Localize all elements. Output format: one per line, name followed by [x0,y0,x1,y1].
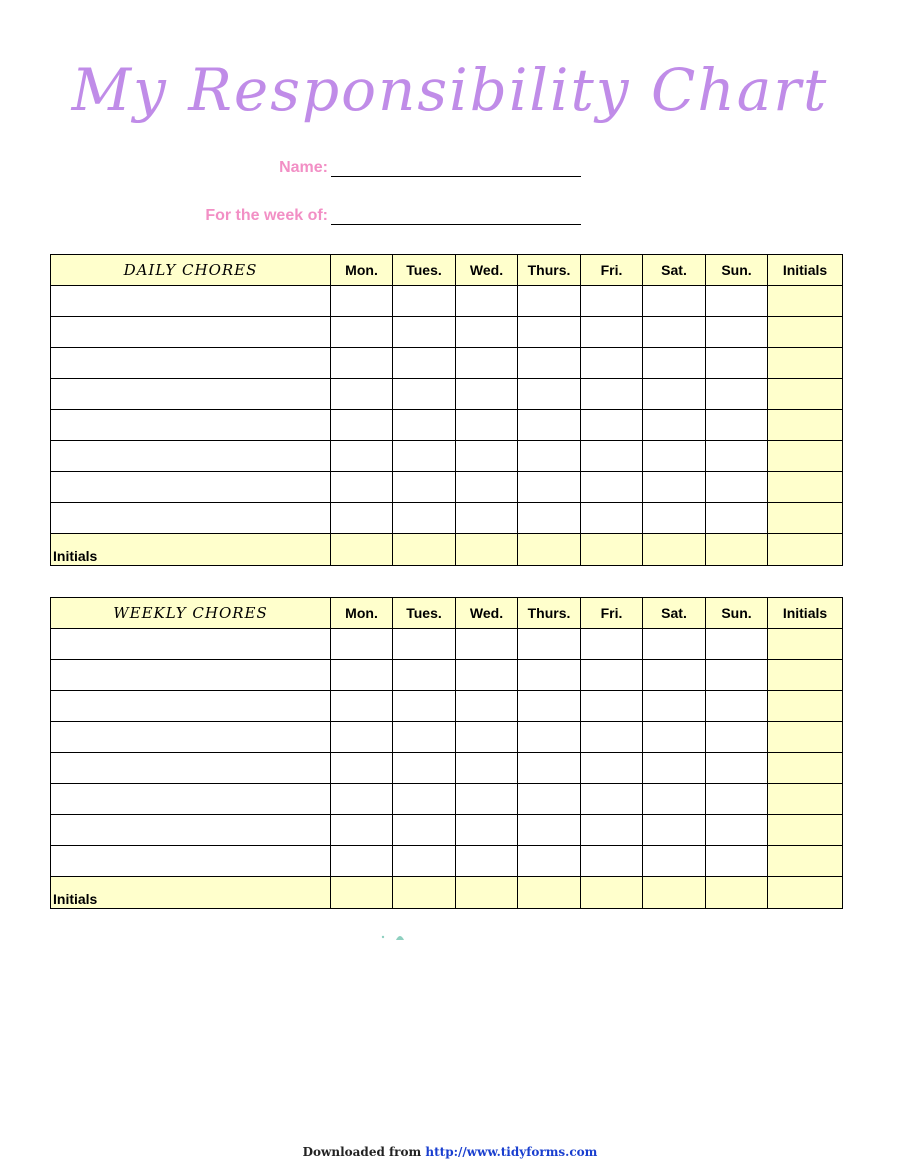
daily-day-cell[interactable] [706,441,768,472]
weekly-chore-cell[interactable] [51,629,331,660]
daily-day-cell[interactable] [581,348,643,379]
daily-header-row [51,255,843,286]
weekly-day-cell[interactable] [643,846,706,877]
weekly-day-cell[interactable] [518,784,581,815]
weekly-day-cell[interactable] [706,753,768,784]
weekly-initials-row-cell[interactable] [393,877,456,909]
weekly-day-cell[interactable] [581,815,643,846]
weekly-day-cell[interactable] [706,722,768,753]
daily-initials-row-cell[interactable] [518,534,581,566]
weekly-chores-heading: WEEKLY CHORES [51,598,331,629]
weekly-chores-table [50,597,843,909]
weekly-day-cell[interactable] [331,722,393,753]
daily-day-cell[interactable] [518,441,581,472]
weekly-col-header: Mon. [331,598,393,629]
weekly-day-cell[interactable] [393,660,456,691]
daily-col-header: Fri. [581,255,643,286]
daily-initials-row-cell[interactable] [393,534,456,566]
daily-day-cell[interactable] [706,410,768,441]
weekly-day-cell[interactable] [518,815,581,846]
daily-day-cell[interactable] [456,472,518,503]
weekly-day-cell[interactable] [331,629,393,660]
weekly-chore-row [51,660,843,691]
daily-day-cell[interactable] [456,441,518,472]
daily-chore-row [51,503,843,534]
weekly-day-cell[interactable] [393,722,456,753]
daily-chore-cell[interactable] [51,410,331,441]
daily-day-cell[interactable] [331,286,393,317]
weekly-day-cell[interactable] [581,753,643,784]
daily-day-cell[interactable] [331,441,393,472]
weekly-initials-cell[interactable] [768,753,843,784]
weekly-day-cell[interactable] [581,691,643,722]
daily-initials-row [51,534,843,566]
daily-day-cell[interactable] [581,503,643,534]
daily-day-cell[interactable] [706,286,768,317]
daily-day-cell[interactable] [643,503,706,534]
daily-col-header: Sat. [643,255,706,286]
daily-chore-row [51,472,843,503]
weekly-day-cell[interactable] [456,753,518,784]
weekly-initials-cell[interactable] [768,660,843,691]
daily-day-cell[interactable] [518,348,581,379]
daily-initials-cell[interactable] [768,410,843,441]
daily-day-cell[interactable] [456,410,518,441]
weekly-chore-cell[interactable] [51,753,331,784]
daily-day-cell[interactable] [393,317,456,348]
weekly-day-cell[interactable] [331,815,393,846]
weekly-initials-cell[interactable] [768,629,843,660]
weekly-day-cell[interactable] [393,846,456,877]
weekly-day-cell[interactable] [456,815,518,846]
weekly-chore-row [51,784,843,815]
daily-day-cell[interactable] [331,348,393,379]
weekly-day-cell[interactable] [581,722,643,753]
daily-day-cell[interactable] [518,379,581,410]
weekly-day-cell[interactable] [643,815,706,846]
weekly-col-header: Sat. [643,598,706,629]
daily-day-cell[interactable] [643,348,706,379]
weekly-day-cell[interactable] [518,629,581,660]
daily-col-header: Initials [768,255,843,286]
weekly-initials-row-cell[interactable] [456,877,518,909]
weekly-chore-row [51,691,843,722]
daily-chore-row [51,286,843,317]
weekly-initials-cell[interactable] [768,691,843,722]
daily-day-cell[interactable] [581,379,643,410]
weekly-initials-row-cell[interactable] [706,877,768,909]
weekly-col-header: Thurs. [518,598,581,629]
daily-chore-row [51,348,843,379]
daily-day-cell[interactable] [518,317,581,348]
daily-day-cell[interactable] [331,317,393,348]
daily-day-cell[interactable] [706,472,768,503]
footer-link[interactable]: http://www.tidyforms.com [425,1145,598,1159]
weekly-day-cell[interactable] [581,660,643,691]
weekly-day-cell[interactable] [331,753,393,784]
weekly-initials-row [51,877,843,909]
daily-chore-cell[interactable] [51,441,331,472]
daily-day-cell[interactable] [456,286,518,317]
weekly-day-cell[interactable] [643,691,706,722]
weekly-header-row [51,598,843,629]
daily-day-cell[interactable] [706,379,768,410]
weekly-day-cell[interactable] [331,846,393,877]
weekly-day-cell[interactable] [456,691,518,722]
daily-day-cell[interactable] [456,379,518,410]
weekly-day-cell[interactable] [706,784,768,815]
daily-day-cell[interactable] [456,503,518,534]
weekly-day-cell[interactable] [581,846,643,877]
daily-chore-cell[interactable] [51,317,331,348]
weekly-initials-row-cell[interactable] [768,877,843,909]
weekly-day-cell[interactable] [706,660,768,691]
daily-initials-cell[interactable] [768,441,843,472]
daily-day-cell[interactable] [581,286,643,317]
weekly-day-cell[interactable] [643,753,706,784]
daily-chore-row [51,317,843,348]
daily-day-cell[interactable] [393,379,456,410]
daily-day-cell[interactable] [331,410,393,441]
weekly-chore-row [51,846,843,877]
daily-col-header: Mon. [331,255,393,286]
daily-day-cell[interactable] [581,472,643,503]
weekly-day-cell[interactable] [393,815,456,846]
weekly-chore-cell[interactable] [51,691,331,722]
weekly-day-cell[interactable] [643,660,706,691]
daily-initials-row-cell[interactable] [331,534,393,566]
daily-initials-row-cell[interactable] [643,534,706,566]
daily-col-header: Wed. [456,255,518,286]
weekly-day-cell[interactable] [331,660,393,691]
daily-chore-cell[interactable] [51,348,331,379]
daily-day-cell[interactable] [518,503,581,534]
weekly-day-cell[interactable] [518,722,581,753]
name-field-row [0,158,900,182]
weekly-chore-cell[interactable] [51,660,331,691]
weekly-day-cell[interactable] [393,629,456,660]
daily-day-cell[interactable] [643,410,706,441]
daily-initials-row-label: Initials [51,534,331,566]
daily-chore-cell[interactable] [51,286,331,317]
chart-title: My Responsibility Chart [71,56,829,124]
daily-initials-cell[interactable] [768,317,843,348]
daily-day-cell[interactable] [706,317,768,348]
daily-day-cell[interactable] [393,472,456,503]
daily-initials-row-cell[interactable] [706,534,768,566]
weekly-initials-cell[interactable] [768,784,843,815]
weekly-day-cell[interactable] [706,846,768,877]
daily-chores-heading: DAILY CHORES [51,255,331,286]
daily-chore-row [51,441,843,472]
daily-day-cell[interactable] [706,503,768,534]
daily-day-cell[interactable] [581,317,643,348]
daily-initials-cell[interactable] [768,286,843,317]
daily-day-cell[interactable] [643,286,706,317]
weekly-initials-row-cell[interactable] [331,877,393,909]
weekly-day-cell[interactable] [331,691,393,722]
week-input-line[interactable] [331,224,581,225]
daily-initials-row-cell[interactable] [456,534,518,566]
weekly-chore-cell[interactable] [51,815,331,846]
weekly-day-cell[interactable] [518,691,581,722]
footer-prefix: Downloaded from [302,1145,422,1159]
daily-day-cell[interactable] [331,503,393,534]
weekly-day-cell[interactable] [643,784,706,815]
weekly-day-cell[interactable] [643,722,706,753]
week-field-row [0,206,900,230]
daily-initials-row-cell[interactable] [581,534,643,566]
weekly-day-cell[interactable] [518,753,581,784]
weekly-initials-cell[interactable] [768,722,843,753]
weekly-day-cell[interactable] [393,753,456,784]
name-label: Name: [279,159,328,176]
weekly-day-cell[interactable] [643,629,706,660]
daily-day-cell[interactable] [581,441,643,472]
weekly-day-cell[interactable] [518,846,581,877]
weekly-day-cell[interactable] [456,722,518,753]
daily-day-cell[interactable] [331,379,393,410]
daily-day-cell[interactable] [643,441,706,472]
footer-credit [0,1145,900,1159]
daily-day-cell[interactable] [456,348,518,379]
weekly-col-header: Initials [768,598,843,629]
daily-col-header: Tues. [393,255,456,286]
daily-day-cell[interactable] [643,379,706,410]
daily-day-cell[interactable] [393,441,456,472]
weekly-day-cell[interactable] [393,784,456,815]
daily-initials-cell[interactable] [768,472,843,503]
weekly-initials-row-label: Initials [51,877,331,909]
daily-initials-cell[interactable] [768,348,843,379]
daily-day-cell[interactable] [518,410,581,441]
daily-day-cell[interactable] [331,472,393,503]
weekly-col-header: Tues. [393,598,456,629]
weekly-initials-row-cell[interactable] [643,877,706,909]
weekly-day-cell[interactable] [456,660,518,691]
daily-initials-cell[interactable] [768,379,843,410]
weekly-day-cell[interactable] [581,784,643,815]
weekly-chore-row [51,753,843,784]
daily-initials-row-cell[interactable] [768,534,843,566]
daily-col-header: Sun. [706,255,768,286]
weekly-chore-row [51,815,843,846]
daily-chores-table [50,254,843,566]
daily-day-cell[interactable] [393,503,456,534]
weekly-initials-row-cell[interactable] [518,877,581,909]
weekly-day-cell[interactable] [393,691,456,722]
weekly-day-cell[interactable] [456,846,518,877]
weekly-day-cell[interactable] [456,784,518,815]
daily-day-cell[interactable] [456,317,518,348]
daily-chore-cell[interactable] [51,503,331,534]
weekly-day-cell[interactable] [331,784,393,815]
daily-chore-cell[interactable] [51,379,331,410]
daily-col-header: Thurs. [518,255,581,286]
daily-day-cell[interactable] [581,410,643,441]
weekly-chore-row [51,629,843,660]
weekly-initials-cell[interactable] [768,846,843,877]
week-label: For the week of: [205,207,328,224]
weekly-initials-row-cell[interactable] [581,877,643,909]
daily-chore-row [51,410,843,441]
daily-chore-cell[interactable] [51,472,331,503]
weekly-day-cell[interactable] [518,660,581,691]
weekly-day-cell[interactable] [581,629,643,660]
weekly-chore-cell[interactable] [51,846,331,877]
ornament-icon [380,930,410,942]
weekly-day-cell[interactable] [456,629,518,660]
daily-day-cell[interactable] [643,317,706,348]
weekly-col-header: Wed. [456,598,518,629]
name-input-line[interactable] [331,176,581,177]
weekly-chore-row [51,722,843,753]
weekly-day-cell[interactable] [706,629,768,660]
weekly-chore-cell[interactable] [51,722,331,753]
daily-day-cell[interactable] [643,472,706,503]
weekly-chore-cell[interactable] [51,784,331,815]
weekly-col-header: Fri. [581,598,643,629]
daily-initials-cell[interactable] [768,503,843,534]
weekly-day-cell[interactable] [706,691,768,722]
weekly-col-header: Sun. [706,598,768,629]
daily-chore-row [51,379,843,410]
weekly-initials-cell[interactable] [768,815,843,846]
daily-day-cell[interactable] [393,286,456,317]
daily-day-cell[interactable] [393,348,456,379]
daily-day-cell[interactable] [393,410,456,441]
weekly-day-cell[interactable] [706,815,768,846]
daily-day-cell[interactable] [518,472,581,503]
daily-day-cell[interactable] [518,286,581,317]
daily-day-cell[interactable] [706,348,768,379]
